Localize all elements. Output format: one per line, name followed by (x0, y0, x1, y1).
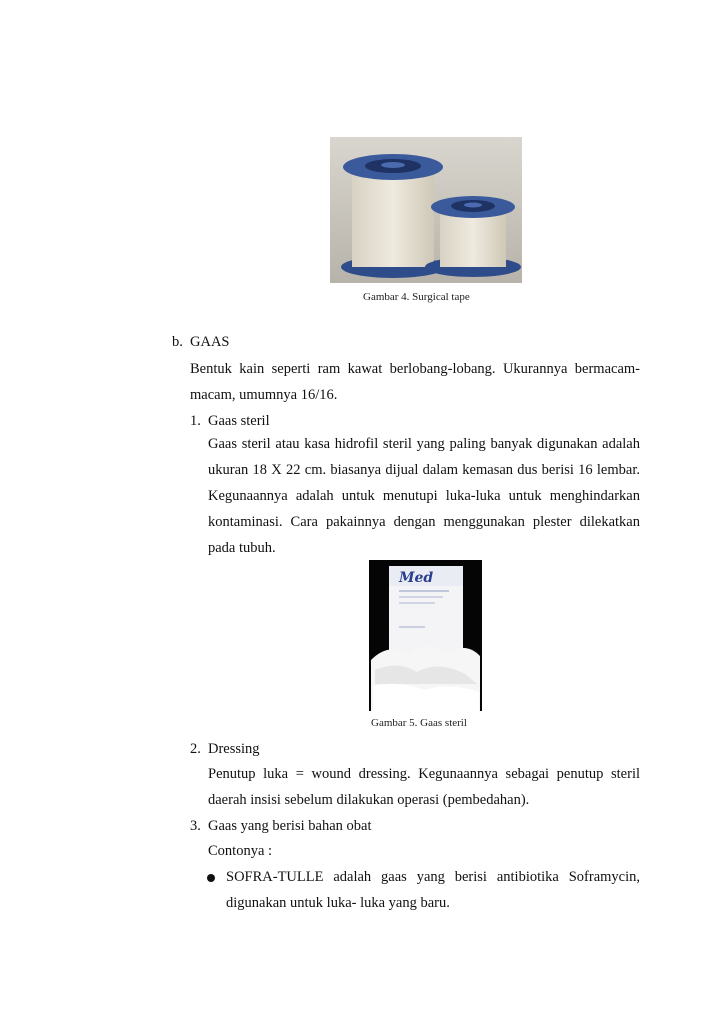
item-1-line-2: ukuran 18 X 22 cm. biasanya dijual dalam kemasan dus berisi 16 lembar. (208, 462, 640, 478)
item-3-number: 3. (190, 818, 201, 834)
item-1-title: Gaas steril (208, 413, 270, 429)
item-3-line-1: Contonya : (208, 843, 273, 859)
bullet-1-line-2: digunakan untuk luka- luka yang baru. (226, 895, 450, 911)
figure-4-caption: Gambar 4. Surgical tape (363, 291, 470, 303)
item-3-title: Gaas yang berisi bahan obat (208, 818, 372, 834)
figure-5-caption: Gambar 5. Gaas steril (371, 717, 467, 729)
section-b-intro-line-2: macam, umumnya 16/16. (190, 387, 338, 403)
gauze-box-brand: Med (399, 570, 434, 586)
bullet-1-line-1: SOFRA-TULLE adalah gaas yang berisi antibiotika Soframycin, (226, 869, 640, 885)
bullet-marker (207, 874, 215, 882)
sterile-gauze-photo (369, 560, 482, 711)
item-1-line-5: pada tubuh. (208, 540, 276, 556)
section-b-title: GAAS (190, 334, 230, 350)
item-1-line-3: Kegunaannya adalah untuk menutupi luka-luka untuk menghindarkan (208, 488, 640, 504)
item-2-line-1: Penutup luka = wound dressing. Kegunaannya sebagai penutup steril (208, 766, 640, 782)
surgical-tape-photo (330, 137, 522, 283)
surgical-tape-illustration (330, 137, 522, 283)
sterile-gauze-illustration (369, 560, 482, 711)
item-2-title: Dressing (208, 741, 260, 757)
item-1-number: 1. (190, 413, 201, 429)
item-1-line-4: kontaminasi. Cara pakainnya dengan menggunakan plester dilekatkan (208, 514, 640, 530)
item-2-number: 2. (190, 741, 201, 757)
section-b-intro-line-1: Bentuk kain seperti ram kawat berlobang-lobang. Ukurannya bermacam- (190, 361, 640, 377)
item-1-line-1: Gaas steril atau kasa hidrofil steril yang paling banyak digunakan adalah (208, 436, 640, 452)
section-b-marker: b. (172, 334, 183, 350)
item-2-line-2: daerah insisi sebelum dilakukan operasi (pembedahan). (208, 792, 530, 808)
